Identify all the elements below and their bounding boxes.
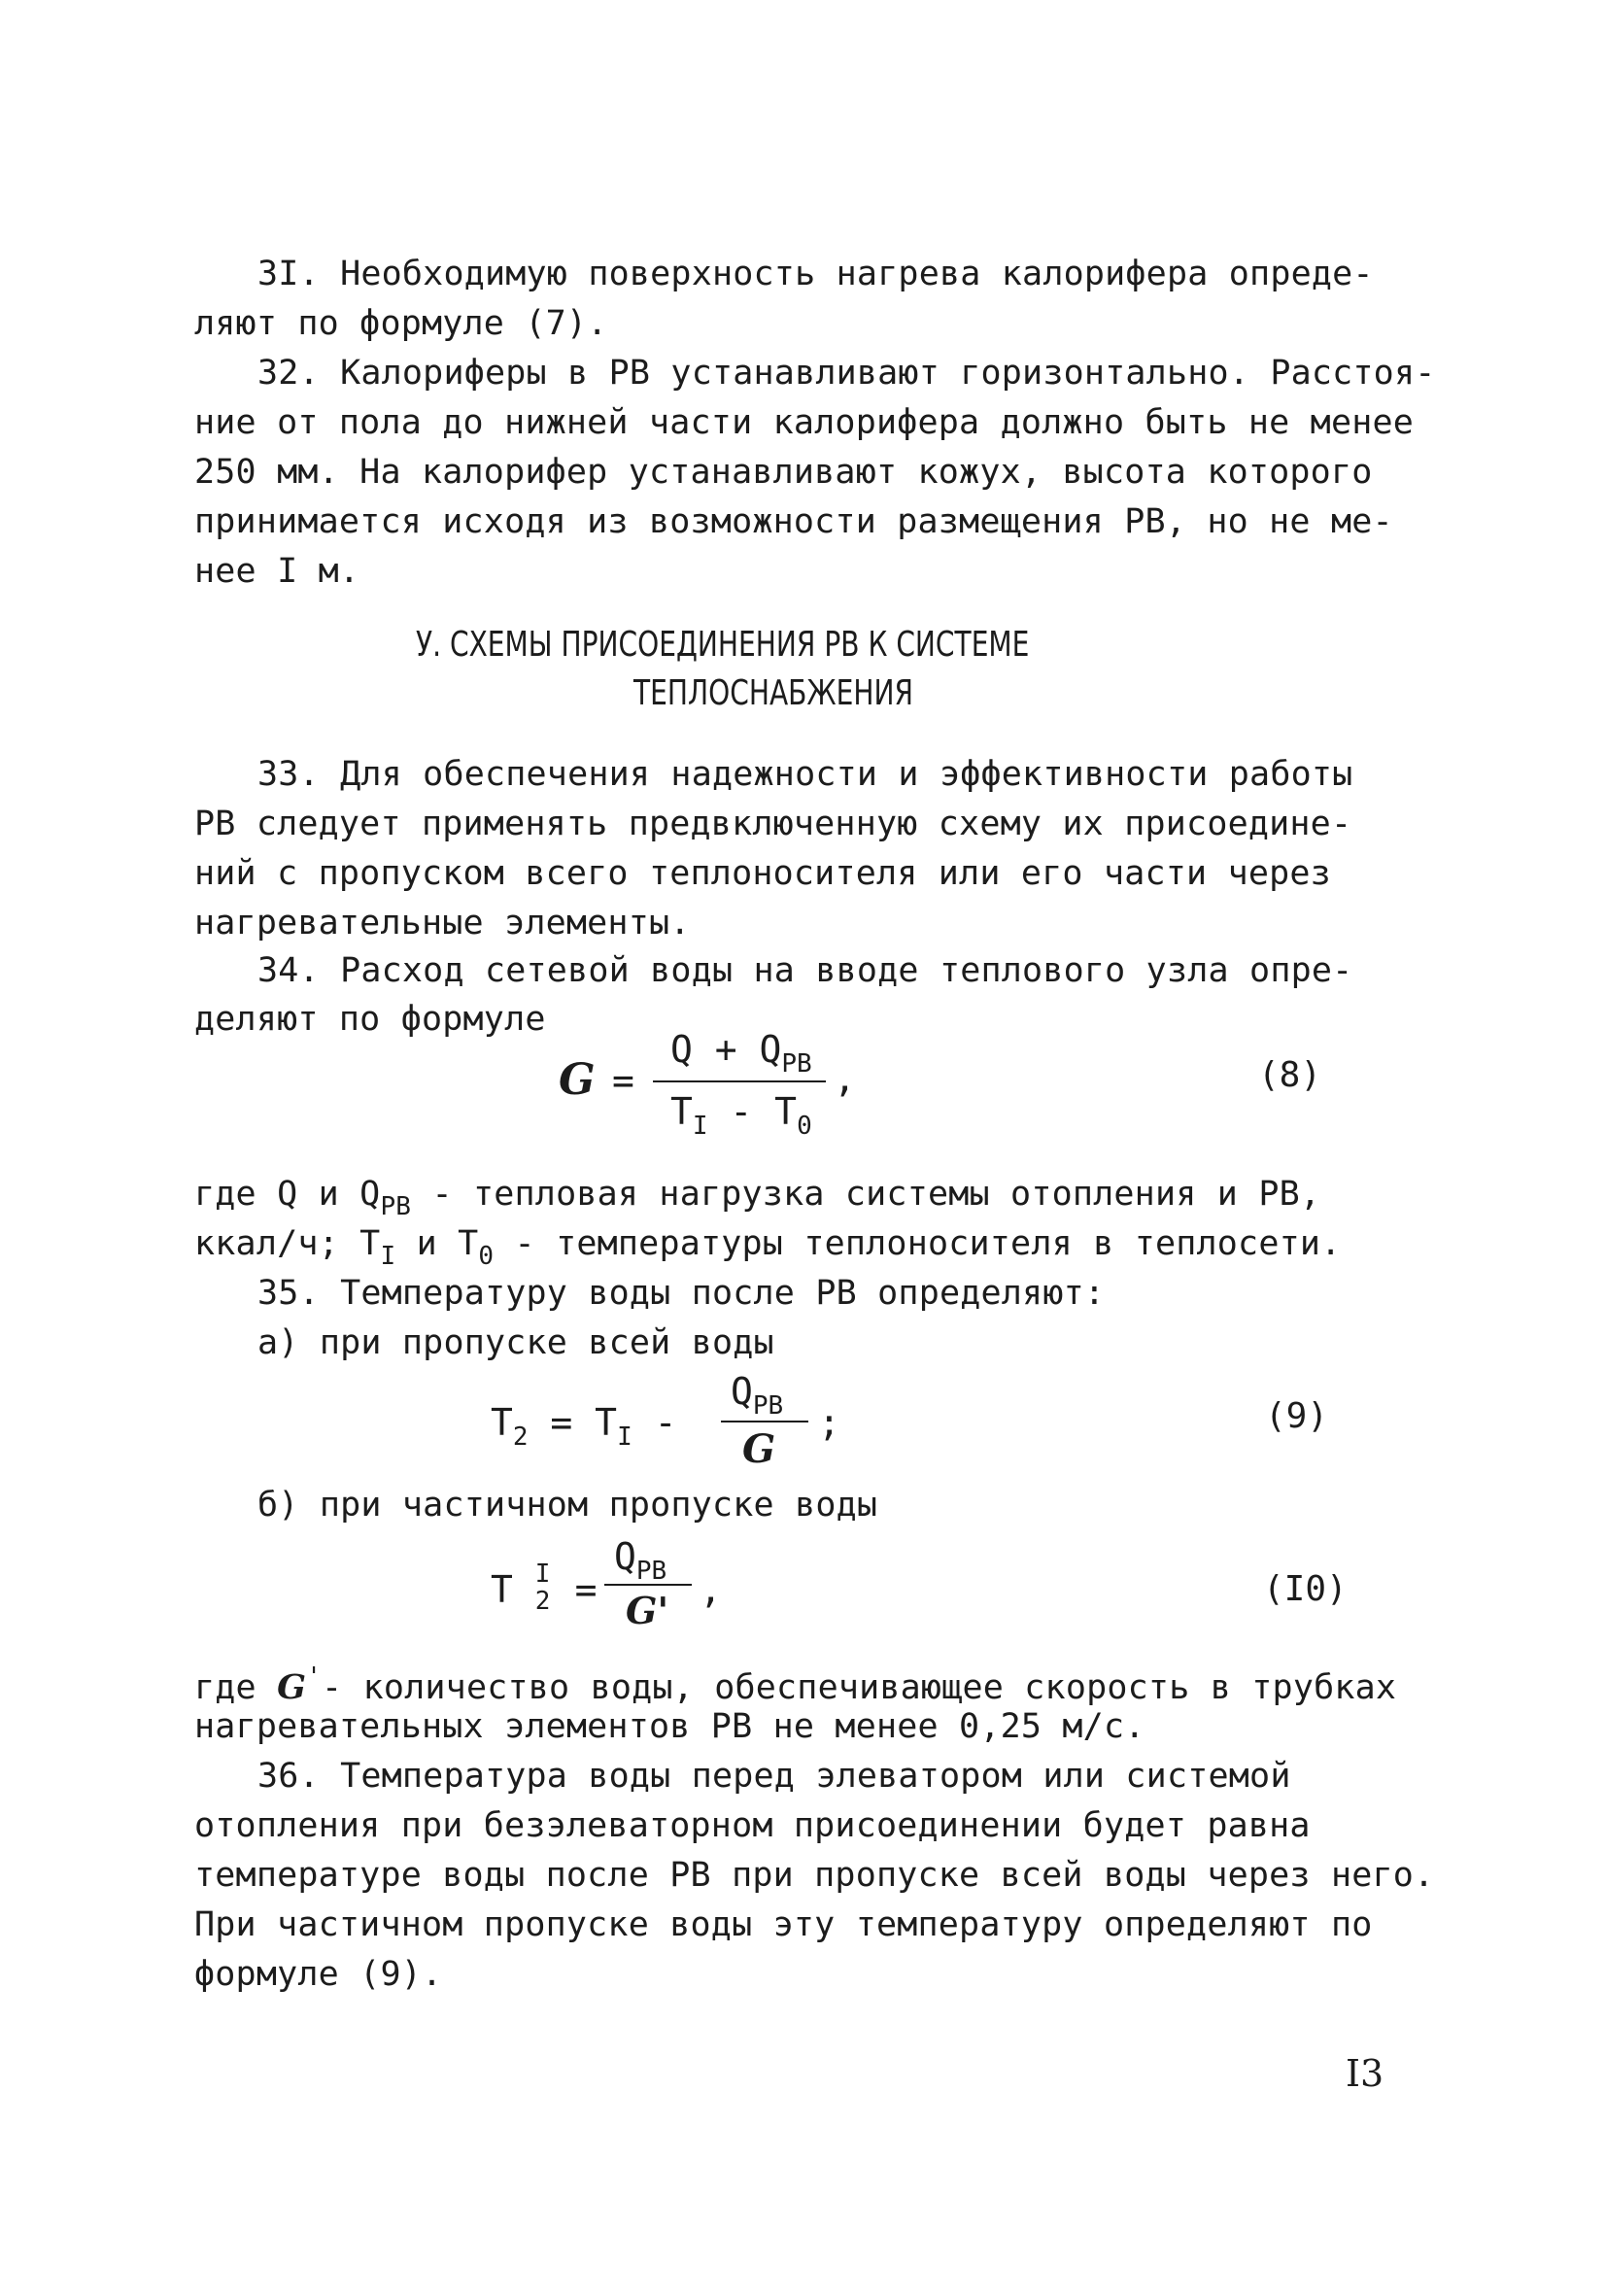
p33-line-3: ний с пропуском всего теплоносителя или его части через [194,854,1331,893]
formula-9-number: (9) [1265,1396,1329,1436]
p31-line-1: 3I. Необходимую поверхность нагрева калорифера опреде- [257,255,1374,293]
p36-line-1: 36. Температура воды перед элеватором или системой [257,1757,1291,1796]
formula-8-tail: , [834,1057,856,1100]
where-10-line-1: где G'- количество воды, обеспечивающее скорость в трубках [194,1662,1397,1707]
formula-8-number: (8) [1258,1055,1322,1095]
p36-line-3: температуре воды после РВ при пропуске всей воды через него. [194,1856,1435,1895]
where-10-line-2: нагревательных элементов РВ не менее 0,25 м/с. [194,1707,1145,1746]
formula-10-numerator: $Q_{РВ}$ [614,1535,667,1586]
formula-8-lhs: G [559,1055,596,1105]
formula-9-lhs: $T_2 = T_I$ - [491,1401,677,1452]
p32-line-1: 32. Калориферы в РВ устанавливают горизонтально. Расстоя- [257,354,1436,393]
where-8-line-2: ккал/ч; $T_I$ и $T_0$ - температуры теплоносителя в теплосети. [194,1224,1342,1271]
p35-line-1: 35. Температуру воды после РВ определяют: [257,1274,1106,1313]
p31-line-2: ляют по формуле (7). [194,304,608,343]
formula-10-lhs: T I 2 = [491,1559,598,1616]
formula-9-numerator: $Q_{РВ}$ [731,1370,784,1421]
p34-line-1: 34. Расход сетевой воды на вводе теплового узла опре- [257,951,1353,990]
formula-9-denominator: G [742,1426,776,1472]
page-number: I3 [1346,2052,1384,2095]
p35-line-2: а) при пропуске всей воды [257,1323,774,1362]
p36-line-5: формуле (9). [194,1955,443,1994]
p33-line-4: нагревательные элементы. [194,904,691,942]
p33-line-2: РВ следует применять предвключенную схему их присоедине- [194,805,1352,843]
formula-8-equals: = [612,1059,634,1102]
formula-10-number: (I0) [1263,1569,1348,1609]
p35b-line: б) при частичном пропуске воды [257,1486,878,1525]
p32-line-4: принимается исходя из возможности размещения РВ, но не ме- [194,502,1393,541]
p34-line-2: деляют по формуле [194,1000,546,1039]
formula-8-numerator: $Q + Q_{РВ}$ [670,1028,812,1079]
formula-10-denominator: G' [626,1589,669,1632]
p33-line-1: 33. Для обеспечения надежности и эффективности работы [257,755,1353,794]
section-heading-line-2: ТЕПЛОСНАБЖЕНИЯ [633,673,914,713]
formula-9-tail: ; [818,1401,840,1444]
p36-line-4: При частичном пропуске воды эту температуру определяют по [194,1905,1373,1944]
formula-8-fraction-bar [653,1080,826,1082]
formula-10-tail: , [700,1568,722,1611]
p36-line-2: отопления при безэлеваторном присоединении будет равна [194,1806,1311,1845]
p32-line-2: ние от пола до нижней части калорифера должно быть не менее [194,403,1415,442]
p32-line-3: 250 мм. На калорифер устанавливают кожух, высота которого [194,453,1373,492]
section-heading-line-1: У. СХЕМЫ ПРИСОЕДИНЕНИЯ РВ К СИСТЕМЕ [416,625,1030,665]
formula-9-fraction-bar [721,1421,808,1422]
p32-line-5: нее I м. [194,552,360,591]
where-8-line-1: где Q и $Q_{РВ}$ - тепловая нагрузка системы отопления и РВ, [194,1175,1321,1221]
formula-10-fraction-bar [604,1584,692,1586]
formula-8-denominator: $T_I - T_0$ [670,1090,812,1141]
